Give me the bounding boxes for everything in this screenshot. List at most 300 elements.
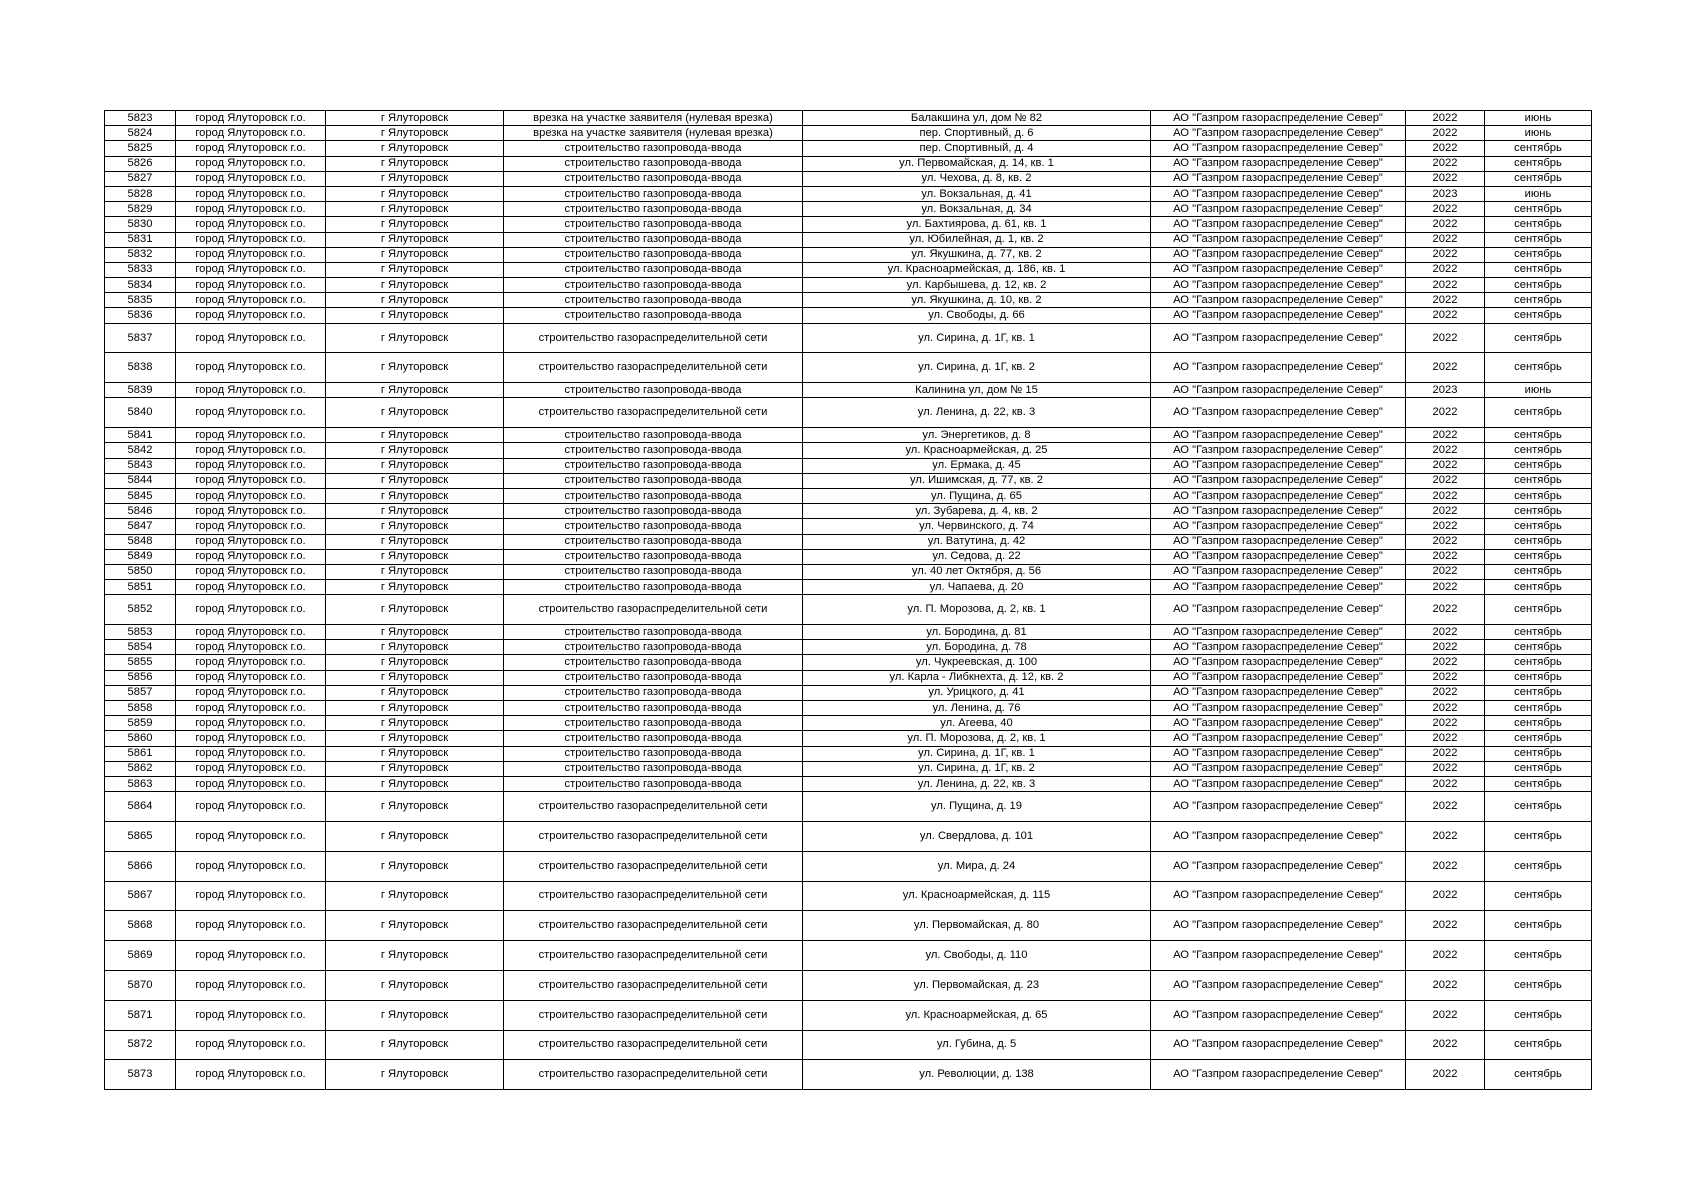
cell-work-type: строительство газопровода-ввода	[504, 716, 803, 731]
cell-settlement: г Ялуторовск	[326, 443, 504, 458]
cell-organization: АО "Газпром газораспределение Север"	[1151, 1000, 1406, 1030]
cell-work-type: строительство газораспределительной сети	[504, 1030, 803, 1060]
cell-address: ул. 40 лет Октября, д. 56	[803, 564, 1151, 579]
cell-work-type: строительство газопровода-ввода	[504, 731, 803, 746]
cell-organization: АО "Газпром газораспределение Север"	[1151, 776, 1406, 791]
cell-settlement: г Ялуторовск	[326, 534, 504, 549]
cell-number: 5839	[105, 383, 176, 398]
cell-settlement: г Ялуторовск	[326, 685, 504, 700]
table-row	[105, 504, 1592, 519]
cell-organization: АО "Газпром газораспределение Север"	[1151, 278, 1406, 293]
cell-settlement: г Ялуторовск	[326, 701, 504, 716]
cell-year: 2022	[1406, 941, 1485, 971]
cell-settlement: г Ялуторовск	[326, 186, 504, 201]
cell-year: 2022	[1406, 851, 1485, 881]
cell-municipality: город Ялуторовск г.о.	[176, 580, 326, 595]
cell-settlement: г Ялуторовск	[326, 141, 504, 156]
cell-month: сентябрь	[1485, 731, 1592, 746]
table-row	[105, 1060, 1592, 1090]
cell-year: 2022	[1406, 792, 1485, 822]
cell-settlement: г Ялуторовск	[326, 278, 504, 293]
cell-year: 2022	[1406, 1030, 1485, 1060]
cell-municipality: город Ялуторовск г.о.	[176, 383, 326, 398]
cell-work-type: строительство газораспределительной сети	[504, 353, 803, 383]
cell-number: 5855	[105, 655, 176, 670]
cell-municipality: город Ялуторовск г.о.	[176, 731, 326, 746]
cell-address: ул. Чапаева, д. 20	[803, 580, 1151, 595]
cell-work-type: строительство газопровода-ввода	[504, 519, 803, 534]
cell-year: 2022	[1406, 1060, 1485, 1090]
cell-number: 5861	[105, 746, 176, 761]
cell-number: 5840	[105, 398, 176, 428]
cell-municipality: город Ялуторовск г.о.	[176, 156, 326, 171]
cell-year: 2022	[1406, 534, 1485, 549]
cell-month: сентябрь	[1485, 701, 1592, 716]
cell-number: 5863	[105, 776, 176, 791]
cell-work-type: строительство газораспределительной сети	[504, 595, 803, 625]
cell-year: 2022	[1406, 141, 1485, 156]
cell-municipality: город Ялуторовск г.о.	[176, 111, 326, 126]
cell-address: ул. Червинского, д. 74	[803, 519, 1151, 534]
cell-month: сентябрь	[1485, 746, 1592, 761]
cell-municipality: город Ялуторовск г.о.	[176, 595, 326, 625]
cell-month: сентябрь	[1485, 655, 1592, 670]
cell-address: ул. Сирина, д. 1Г, кв. 2	[803, 761, 1151, 776]
cell-month: сентябрь	[1485, 1060, 1592, 1090]
cell-settlement: г Ялуторовск	[326, 217, 504, 232]
cell-number: 5856	[105, 670, 176, 685]
cell-number: 5836	[105, 308, 176, 323]
cell-municipality: город Ялуторовск г.о.	[176, 685, 326, 700]
cell-work-type: строительство газораспределительной сети	[504, 941, 803, 971]
cell-year: 2022	[1406, 595, 1485, 625]
cell-municipality: город Ялуторовск г.о.	[176, 716, 326, 731]
cell-work-type: строительство газопровода-ввода	[504, 488, 803, 503]
cell-number: 5829	[105, 202, 176, 217]
cell-address: ул. Ленина, д. 22, кв. 3	[803, 398, 1151, 428]
cell-settlement: г Ялуторовск	[326, 308, 504, 323]
cell-work-type: строительство газопровода-ввода	[504, 262, 803, 277]
table-row	[105, 640, 1592, 655]
table-row	[105, 247, 1592, 262]
cell-month: сентябрь	[1485, 473, 1592, 488]
table-row	[105, 156, 1592, 171]
cell-month: сентябрь	[1485, 534, 1592, 549]
cell-work-type: строительство газопровода-ввода	[504, 171, 803, 186]
cell-month: сентябрь	[1485, 1030, 1592, 1060]
cell-number: 5843	[105, 458, 176, 473]
cell-number: 5847	[105, 519, 176, 534]
cell-address: ул. П. Морозова, д. 2, кв. 1	[803, 595, 1151, 625]
cell-municipality: город Ялуторовск г.о.	[176, 792, 326, 822]
cell-month: сентябрь	[1485, 156, 1592, 171]
cell-municipality: город Ялуторовск г.о.	[176, 640, 326, 655]
cell-year: 2022	[1406, 504, 1485, 519]
cell-year: 2023	[1406, 186, 1485, 201]
cell-work-type: строительство газопровода-ввода	[504, 549, 803, 564]
cell-month: сентябрь	[1485, 776, 1592, 791]
cell-year: 2022	[1406, 625, 1485, 640]
cell-number: 5831	[105, 232, 176, 247]
cell-settlement: г Ялуторовск	[326, 580, 504, 595]
cell-organization: АО "Газпром газораспределение Север"	[1151, 1060, 1406, 1090]
cell-number: 5852	[105, 595, 176, 625]
cell-month: сентябрь	[1485, 549, 1592, 564]
cell-organization: АО "Газпром газораспределение Север"	[1151, 655, 1406, 670]
table-row	[105, 731, 1592, 746]
cell-work-type: строительство газопровода-ввода	[504, 293, 803, 308]
cell-municipality: город Ялуторовск г.о.	[176, 1060, 326, 1090]
cell-address: ул. Свободы, д. 66	[803, 308, 1151, 323]
cell-municipality: город Ялуторовск г.о.	[176, 323, 326, 353]
cell-year: 2022	[1406, 293, 1485, 308]
table-row	[105, 278, 1592, 293]
cell-year: 2022	[1406, 580, 1485, 595]
cell-year: 2022	[1406, 519, 1485, 534]
cell-address: ул. Сирина, д. 1Г, кв. 1	[803, 323, 1151, 353]
cell-address: ул. Ермака, д. 45	[803, 458, 1151, 473]
cell-address: ул. Урицкого, д. 41	[803, 685, 1151, 700]
cell-settlement: г Ялуторовск	[326, 851, 504, 881]
cell-settlement: г Ялуторовск	[326, 761, 504, 776]
cell-month: июнь	[1485, 383, 1592, 398]
cell-address: ул. Мира, д. 24	[803, 851, 1151, 881]
cell-number: 5860	[105, 731, 176, 746]
cell-work-type: строительство газопровода-ввода	[504, 640, 803, 655]
cell-address: ул. Якушкина, д. 77, кв. 2	[803, 247, 1151, 262]
cell-work-type: строительство газопровода-ввода	[504, 564, 803, 579]
cell-work-type: строительство газораспределительной сети	[504, 881, 803, 911]
cell-month: сентябрь	[1485, 851, 1592, 881]
cell-address: ул. Бородина, д. 81	[803, 625, 1151, 640]
table-row	[105, 141, 1592, 156]
cell-month: июнь	[1485, 111, 1592, 126]
cell-year: 2022	[1406, 701, 1485, 716]
table-row	[105, 941, 1592, 971]
cell-organization: АО "Газпром газораспределение Север"	[1151, 941, 1406, 971]
table-row	[105, 911, 1592, 941]
cell-address: ул. Свободы, д. 110	[803, 941, 1151, 971]
cell-municipality: город Ялуторовск г.о.	[176, 353, 326, 383]
cell-municipality: город Ялуторовск г.о.	[176, 534, 326, 549]
cell-number: 5827	[105, 171, 176, 186]
cell-municipality: город Ялуторовск г.о.	[176, 232, 326, 247]
table-row	[105, 851, 1592, 881]
cell-municipality: город Ялуторовск г.о.	[176, 126, 326, 141]
cell-organization: АО "Газпром газораспределение Север"	[1151, 171, 1406, 186]
cell-work-type: строительство газопровода-ввода	[504, 156, 803, 171]
cell-number: 5842	[105, 443, 176, 458]
cell-month: сентябрь	[1485, 202, 1592, 217]
table-row	[105, 126, 1592, 141]
cell-address: ул. Юбилейная, д. 1, кв. 2	[803, 232, 1151, 247]
cell-work-type: строительство газопровода-ввода	[504, 202, 803, 217]
cell-settlement: г Ялуторовск	[326, 670, 504, 685]
cell-number: 5838	[105, 353, 176, 383]
cell-municipality: город Ялуторовск г.о.	[176, 186, 326, 201]
table-row	[105, 232, 1592, 247]
cell-organization: АО "Газпром газораспределение Север"	[1151, 881, 1406, 911]
cell-number: 5849	[105, 549, 176, 564]
cell-month: сентябрь	[1485, 308, 1592, 323]
cell-municipality: город Ялуторовск г.о.	[176, 171, 326, 186]
cell-organization: АО "Газпром газораспределение Север"	[1151, 970, 1406, 1000]
cell-municipality: город Ялуторовск г.о.	[176, 398, 326, 428]
cell-address: ул. Пущина, д. 65	[803, 488, 1151, 503]
table-row	[105, 549, 1592, 564]
cell-address: ул. Красноармейская, д. 25	[803, 443, 1151, 458]
cell-organization: АО "Газпром газораспределение Север"	[1151, 851, 1406, 881]
cell-organization: АО "Газпром газораспределение Север"	[1151, 323, 1406, 353]
cell-organization: АО "Газпром газораспределение Север"	[1151, 701, 1406, 716]
table-row	[105, 428, 1592, 443]
cell-number: 5858	[105, 701, 176, 716]
cell-address: ул. Свердлова, д. 101	[803, 821, 1151, 851]
cell-municipality: город Ялуторовск г.о.	[176, 941, 326, 971]
cell-month: сентябрь	[1485, 217, 1592, 232]
cell-work-type: строительство газопровода-ввода	[504, 458, 803, 473]
cell-work-type: строительство газораспределительной сети	[504, 792, 803, 822]
table-row	[105, 473, 1592, 488]
cell-organization: АО "Газпром газораспределение Север"	[1151, 308, 1406, 323]
cell-settlement: г Ялуторовск	[326, 549, 504, 564]
cell-month: сентябрь	[1485, 353, 1592, 383]
table-row	[105, 262, 1592, 277]
cell-year: 2022	[1406, 428, 1485, 443]
cell-year: 2022	[1406, 731, 1485, 746]
cell-year: 2022	[1406, 685, 1485, 700]
cell-settlement: г Ялуторовск	[326, 746, 504, 761]
cell-month: сентябрь	[1485, 278, 1592, 293]
table-row	[105, 488, 1592, 503]
cell-settlement: г Ялуторовск	[326, 262, 504, 277]
cell-settlement: г Ялуторовск	[326, 716, 504, 731]
cell-work-type: строительство газопровода-ввода	[504, 625, 803, 640]
cell-month: сентябрь	[1485, 171, 1592, 186]
cell-organization: АО "Газпром газораспределение Север"	[1151, 761, 1406, 776]
cell-organization: АО "Газпром газораспределение Север"	[1151, 1030, 1406, 1060]
cell-month: сентябрь	[1485, 761, 1592, 776]
cell-year: 2022	[1406, 156, 1485, 171]
cell-month: сентябрь	[1485, 293, 1592, 308]
cell-organization: АО "Газпром газораспределение Север"	[1151, 534, 1406, 549]
cell-municipality: город Ялуторовск г.о.	[176, 564, 326, 579]
cell-number: 5850	[105, 564, 176, 579]
cell-work-type: строительство газопровода-ввода	[504, 701, 803, 716]
cell-settlement: г Ялуторовск	[326, 776, 504, 791]
cell-municipality: город Ялуторовск г.о.	[176, 488, 326, 503]
cell-number: 5851	[105, 580, 176, 595]
table-row	[105, 534, 1592, 549]
cell-number: 5869	[105, 941, 176, 971]
cell-municipality: город Ялуторовск г.о.	[176, 262, 326, 277]
cell-settlement: г Ялуторовск	[326, 293, 504, 308]
cell-year: 2022	[1406, 262, 1485, 277]
cell-address: ул. Вокзальная, д. 34	[803, 202, 1151, 217]
cell-year: 2022	[1406, 655, 1485, 670]
cell-number: 5848	[105, 534, 176, 549]
cell-address: ул. Ленина, д. 76	[803, 701, 1151, 716]
cell-organization: АО "Газпром газораспределение Север"	[1151, 716, 1406, 731]
cell-address: пер. Спортивный, д. 6	[803, 126, 1151, 141]
cell-settlement: г Ялуторовск	[326, 156, 504, 171]
cell-municipality: город Ялуторовск г.о.	[176, 443, 326, 458]
cell-address: ул. Якушкина, д. 10, кв. 2	[803, 293, 1151, 308]
cell-work-type: строительство газопровода-ввода	[504, 217, 803, 232]
cell-organization: АО "Газпром газораспределение Север"	[1151, 202, 1406, 217]
cell-municipality: город Ялуторовск г.о.	[176, 519, 326, 534]
cell-year: 2022	[1406, 881, 1485, 911]
cell-work-type: строительство газораспределительной сети	[504, 970, 803, 1000]
table-row	[105, 595, 1592, 625]
table-row	[105, 792, 1592, 822]
cell-work-type: строительство газопровода-ввода	[504, 443, 803, 458]
cell-year: 2022	[1406, 911, 1485, 941]
cell-settlement: г Ялуторовск	[326, 458, 504, 473]
cell-organization: АО "Газпром газораспределение Север"	[1151, 821, 1406, 851]
cell-municipality: город Ялуторовск г.о.	[176, 670, 326, 685]
cell-address: Балакшина ул, дом № 82	[803, 111, 1151, 126]
cell-settlement: г Ялуторовск	[326, 655, 504, 670]
cell-month: сентябрь	[1485, 247, 1592, 262]
cell-address: ул. П. Морозова, д. 2, кв. 1	[803, 731, 1151, 746]
table-row	[105, 202, 1592, 217]
cell-organization: АО "Газпром газораспределение Север"	[1151, 746, 1406, 761]
cell-number: 5837	[105, 323, 176, 353]
table-row	[105, 655, 1592, 670]
table-row	[105, 186, 1592, 201]
cell-settlement: г Ялуторовск	[326, 731, 504, 746]
cell-settlement: г Ялуторовск	[326, 323, 504, 353]
cell-month: сентябрь	[1485, 443, 1592, 458]
cell-month: сентябрь	[1485, 670, 1592, 685]
cell-month: сентябрь	[1485, 504, 1592, 519]
cell-month: сентябрь	[1485, 792, 1592, 822]
table-row	[105, 580, 1592, 595]
cell-year: 2022	[1406, 746, 1485, 761]
cell-work-type: строительство газопровода-ввода	[504, 278, 803, 293]
cell-settlement: г Ялуторовск	[326, 941, 504, 971]
table-row	[105, 970, 1592, 1000]
cell-year: 2022	[1406, 111, 1485, 126]
cell-settlement: г Ялуторовск	[326, 821, 504, 851]
cell-number: 5873	[105, 1060, 176, 1090]
cell-number: 5824	[105, 126, 176, 141]
cell-municipality: город Ялуторовск г.о.	[176, 776, 326, 791]
cell-year: 2022	[1406, 640, 1485, 655]
table-row	[105, 881, 1592, 911]
cell-organization: АО "Газпром газораспределение Север"	[1151, 670, 1406, 685]
cell-organization: АО "Газпром газораспределение Север"	[1151, 126, 1406, 141]
table-row	[105, 398, 1592, 428]
cell-address: ул. Ишимская, д. 77, кв. 2	[803, 473, 1151, 488]
cell-settlement: г Ялуторовск	[326, 970, 504, 1000]
cell-month: сентябрь	[1485, 428, 1592, 443]
cell-municipality: город Ялуторовск г.о.	[176, 1000, 326, 1030]
cell-work-type: строительство газопровода-ввода	[504, 580, 803, 595]
cell-year: 2022	[1406, 443, 1485, 458]
cell-organization: АО "Газпром газораспределение Север"	[1151, 685, 1406, 700]
cell-settlement: г Ялуторовск	[326, 126, 504, 141]
cell-work-type: строительство газопровода-ввода	[504, 655, 803, 670]
cell-address: ул. Карбышева, д. 12, кв. 2	[803, 278, 1151, 293]
cell-address: ул. Карла - Либкнехта, д. 12, кв. 2	[803, 670, 1151, 685]
cell-year: 2022	[1406, 171, 1485, 186]
cell-work-type: строительство газораспределительной сети	[504, 398, 803, 428]
cell-address: ул. Сирина, д. 1Г, кв. 1	[803, 746, 1151, 761]
cell-settlement: г Ялуторовск	[326, 247, 504, 262]
cell-year: 2022	[1406, 549, 1485, 564]
cell-number: 5868	[105, 911, 176, 941]
cell-number: 5845	[105, 488, 176, 503]
cell-organization: АО "Газпром газораспределение Север"	[1151, 731, 1406, 746]
cell-municipality: город Ялуторовск г.о.	[176, 217, 326, 232]
cell-municipality: город Ялуторовск г.о.	[176, 881, 326, 911]
cell-number: 5835	[105, 293, 176, 308]
cell-municipality: город Ялуторовск г.о.	[176, 504, 326, 519]
cell-settlement: г Ялуторовск	[326, 640, 504, 655]
cell-address: ул. Красноармейская, д. 186, кв. 1	[803, 262, 1151, 277]
cell-address: ул. Сирина, д. 1Г, кв. 2	[803, 353, 1151, 383]
cell-work-type: строительство газопровода-ввода	[504, 670, 803, 685]
cell-organization: АО "Газпром газораспределение Север"	[1151, 217, 1406, 232]
cell-month: сентябрь	[1485, 595, 1592, 625]
cell-work-type: строительство газораспределительной сети	[504, 1000, 803, 1030]
cell-year: 2022	[1406, 670, 1485, 685]
cell-settlement: г Ялуторовск	[326, 428, 504, 443]
cell-number: 5864	[105, 792, 176, 822]
table-row	[105, 701, 1592, 716]
cell-work-type: строительство газораспределительной сети	[504, 1060, 803, 1090]
table-row	[105, 761, 1592, 776]
cell-settlement: г Ялуторовск	[326, 1060, 504, 1090]
cell-organization: АО "Газпром газораспределение Север"	[1151, 186, 1406, 201]
cell-municipality: город Ялуторовск г.о.	[176, 746, 326, 761]
cell-municipality: город Ялуторовск г.о.	[176, 970, 326, 1000]
cell-municipality: город Ялуторовск г.о.	[176, 851, 326, 881]
cell-month: сентябрь	[1485, 232, 1592, 247]
cell-month: сентябрь	[1485, 1000, 1592, 1030]
cell-number: 5834	[105, 278, 176, 293]
cell-address: ул. Бахтиярова, д. 61, кв. 1	[803, 217, 1151, 232]
cell-organization: АО "Газпром газораспределение Север"	[1151, 580, 1406, 595]
cell-month: сентябрь	[1485, 398, 1592, 428]
cell-month: сентябрь	[1485, 911, 1592, 941]
cell-organization: АО "Газпром газораспределение Север"	[1151, 473, 1406, 488]
cell-month: сентябрь	[1485, 821, 1592, 851]
cell-address: ул. Чукреевская, д. 100	[803, 655, 1151, 670]
cell-organization: АО "Газпром газораспределение Север"	[1151, 549, 1406, 564]
cell-work-type: строительство газопровода-ввода	[504, 685, 803, 700]
cell-organization: АО "Газпром газораспределение Север"	[1151, 293, 1406, 308]
cell-number: 5867	[105, 881, 176, 911]
cell-work-type: строительство газопровода-ввода	[504, 746, 803, 761]
table-row	[105, 111, 1592, 126]
cell-year: 2022	[1406, 564, 1485, 579]
cell-address: ул. Агеева, 40	[803, 716, 1151, 731]
cell-year: 2022	[1406, 776, 1485, 791]
cell-work-type: строительство газопровода-ввода	[504, 247, 803, 262]
cell-work-type: строительство газопровода-ввода	[504, 428, 803, 443]
cell-year: 2022	[1406, 247, 1485, 262]
table-row	[105, 353, 1592, 383]
cell-number: 5833	[105, 262, 176, 277]
cell-number: 5857	[105, 685, 176, 700]
cell-number: 5865	[105, 821, 176, 851]
cell-organization: АО "Газпром газораспределение Север"	[1151, 504, 1406, 519]
cell-number: 5826	[105, 156, 176, 171]
cell-work-type: строительство газораспределительной сети	[504, 911, 803, 941]
